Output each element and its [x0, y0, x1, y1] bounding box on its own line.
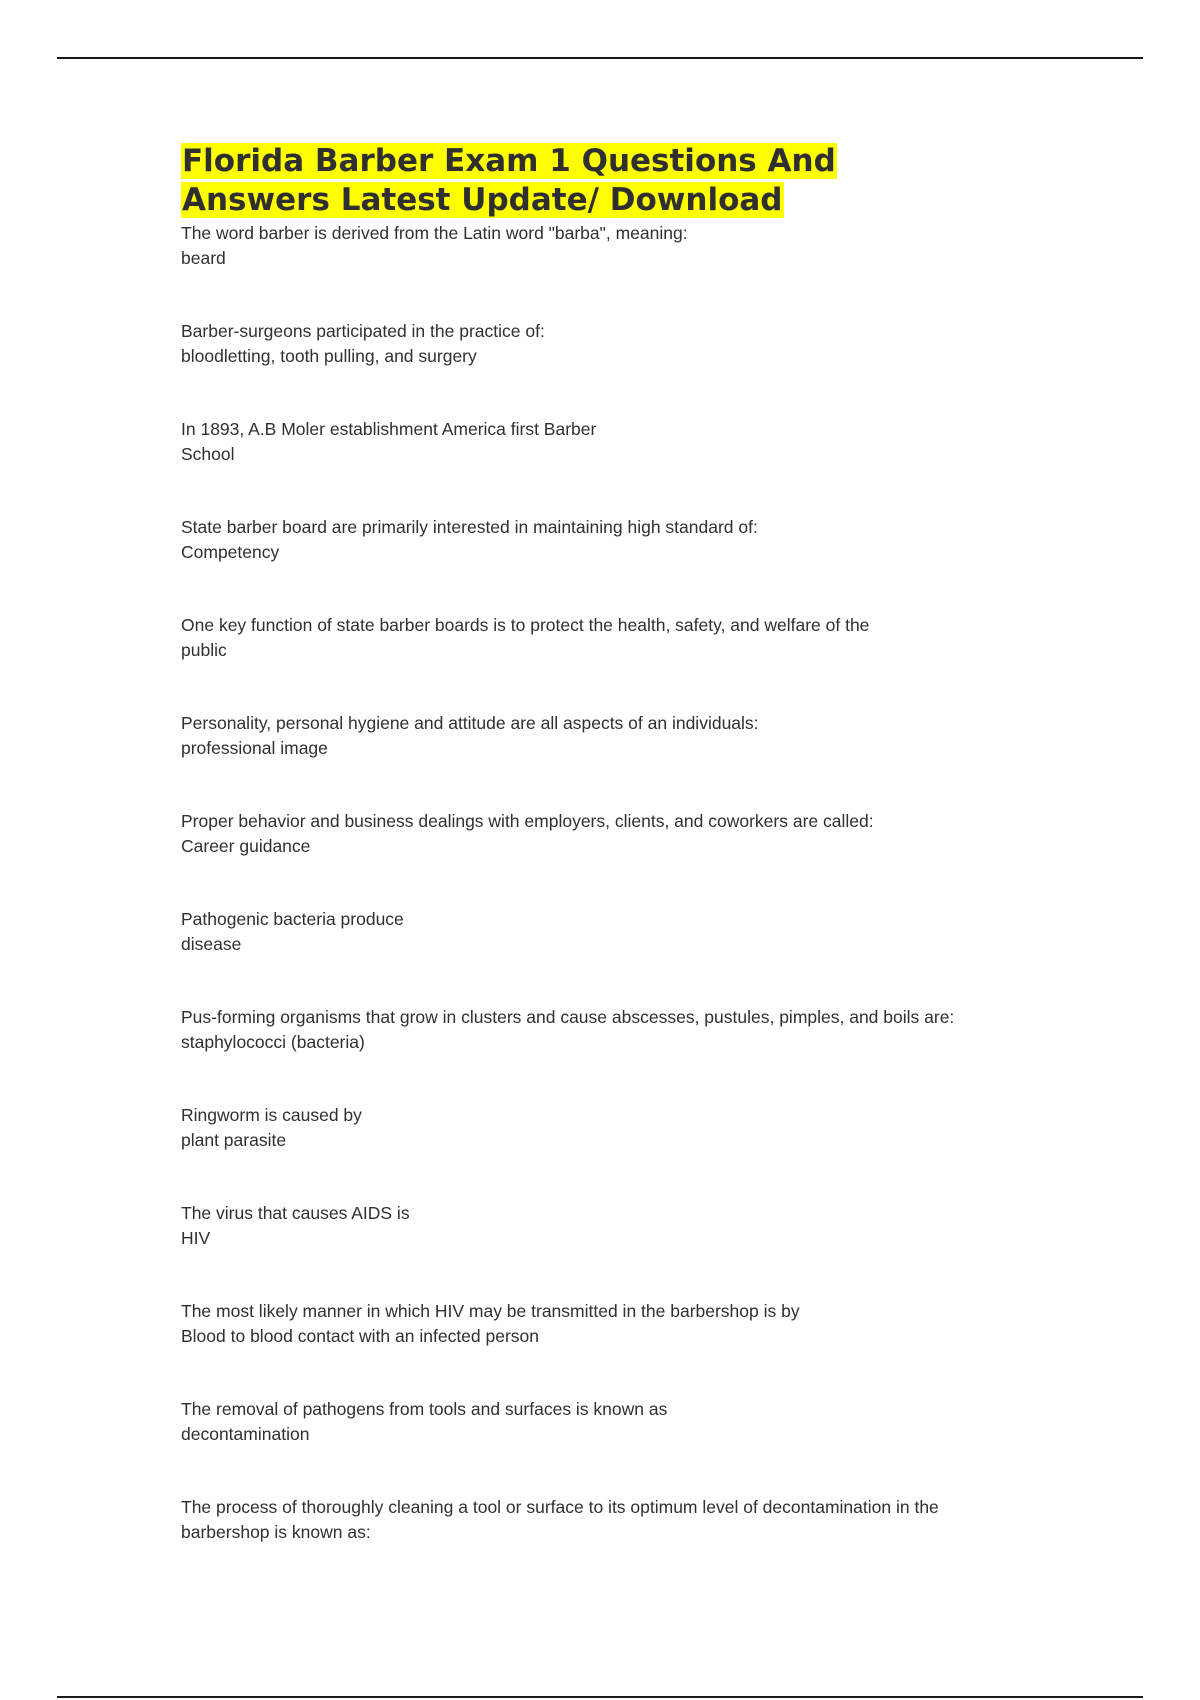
answer-text: beard	[181, 247, 226, 268]
qa-item	[181, 809, 1041, 858]
answer-text: disease	[181, 933, 242, 954]
qa-item	[181, 221, 1041, 270]
qa-item	[181, 515, 1041, 564]
answer-text: barbershop is known as:	[181, 1521, 371, 1542]
answer-text: plant parasite	[181, 1129, 287, 1150]
qa-item	[181, 711, 1041, 760]
answer-text: staphylococci (bacteria)	[181, 1031, 365, 1052]
answer-text: professional image	[181, 737, 328, 758]
qa-item	[181, 417, 1041, 466]
question-text: In 1893, A.B Moler establishment America first Barber	[181, 419, 597, 439]
qa-item	[181, 1103, 1041, 1152]
qa-item	[181, 1299, 1041, 1348]
question-text: Pathogenic bacteria produce	[181, 909, 404, 929]
qa-item	[181, 613, 1041, 662]
answer-text: Career guidance	[181, 835, 311, 856]
question-text: The removal of pathogens from tools and surfaces is known as	[181, 1399, 668, 1419]
answer-text: decontamination	[181, 1423, 310, 1444]
header-rule	[57, 57, 1143, 59]
question-text: Pus-forming organisms that grow in clusters and cause abscesses, pustules, pimples, and boils are:	[181, 1007, 955, 1027]
title-line-2: Answers Latest Update/ Download	[182, 182, 783, 218]
question-text: The most likely manner in which HIV may be transmitted in the barbershop is by	[181, 1301, 800, 1321]
document-body	[181, 142, 1041, 1544]
document-title	[181, 142, 1041, 220]
answer-text: HIV	[181, 1227, 211, 1248]
answer-text: public	[181, 639, 227, 660]
qa-item	[181, 1005, 1041, 1054]
answer-text: Competency	[181, 541, 280, 562]
qa-list	[181, 221, 1041, 1544]
qa-item	[181, 907, 1041, 956]
question-text: The word barber is derived from the Latin word "barba", meaning:	[181, 223, 688, 243]
question-text: The process of thoroughly cleaning a tool or surface to its optimum level of decontamination in the	[181, 1497, 939, 1517]
question-text: State barber board are primarily interested in maintaining high standard of:	[181, 517, 758, 537]
footer-rule	[57, 1696, 1143, 1698]
qa-item	[181, 319, 1041, 368]
title-line-1: Florida Barber Exam 1 Questions And	[182, 143, 836, 179]
question-text: Personality, personal hygiene and attitude are all aspects of an individuals:	[181, 713, 759, 733]
qa-item	[181, 1201, 1041, 1250]
answer-text: School	[181, 443, 235, 464]
question-text: One key function of state barber boards is to protect the health, safety, and welfare of the	[181, 615, 870, 635]
question-text: Barber-surgeons participated in the practice of:	[181, 321, 545, 341]
qa-item	[181, 1495, 1041, 1544]
question-text: Proper behavior and business dealings with employers, clients, and coworkers are called:	[181, 811, 874, 831]
qa-item	[181, 1397, 1041, 1446]
question-text: The virus that causes AIDS is	[181, 1203, 410, 1223]
answer-text: Blood to blood contact with an infected person	[181, 1325, 540, 1346]
answer-text: bloodletting, tooth pulling, and surgery	[181, 345, 477, 366]
question-text: Ringworm is caused by	[181, 1105, 362, 1125]
